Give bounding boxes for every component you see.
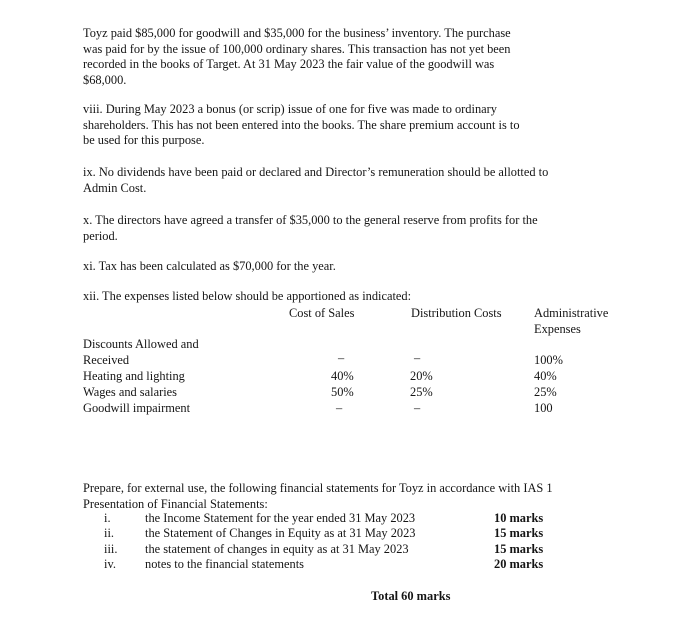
- task-text: the Income Statement for the year ended 31 May 2023: [145, 511, 416, 525]
- row-label: Discounts Allowed and: [83, 337, 199, 351]
- cell-cost-of-sales: –: [336, 401, 343, 415]
- cell-admin: 100%: [534, 353, 563, 367]
- row-label: Received: [83, 353, 130, 367]
- row-label: Goodwill impairment: [83, 401, 191, 415]
- prepare-line: Presentation of Financial Statements:: [83, 496, 268, 511]
- task-text: the statement of changes in equity as at 31 May 2023: [145, 542, 409, 556]
- header-cost-of-sales: Cost of Sales: [289, 306, 355, 320]
- cell-cost-of-sales: 50%: [331, 385, 354, 399]
- task-marks: 15 marks: [494, 526, 544, 540]
- item-x-line: x. The directors have agreed a transfer of $35,000 to the general reserve from profits for the: [83, 213, 538, 227]
- task-number: i.: [104, 511, 111, 525]
- task-marks: 10 marks: [494, 511, 544, 525]
- cell-admin: 40%: [534, 369, 557, 383]
- item-xii-text: xii. The expenses listed below should be apportioned as indicated:: [83, 289, 412, 303]
- intro-line: $68,000.: [83, 72, 127, 87]
- item-viii-line: be used for this purpose.: [83, 133, 205, 148]
- task-number: iv.: [104, 557, 116, 571]
- cell-admin: 100: [534, 401, 553, 415]
- prepare-paragraph: [83, 481, 623, 512]
- row-label: Heating and lighting: [83, 369, 185, 383]
- header-distribution-costs: Distribution Costs: [411, 306, 502, 320]
- item-x-line: period.: [83, 228, 118, 243]
- intro-line: recorded in the books of Target. At 31 May 2023 the fair value of the goodwill was: [83, 57, 495, 72]
- task-text: notes to the financial statements: [145, 557, 304, 571]
- intro-paragraph: [83, 26, 623, 88]
- cell-cost-of-sales: 40%: [331, 369, 354, 383]
- task-number: ii.: [104, 526, 114, 540]
- task-text: the Statement of Changes in Equity as at 31 May 2023: [145, 526, 416, 540]
- task-marks: 15 marks: [494, 542, 544, 556]
- cell-distribution: 25%: [410, 385, 433, 399]
- item-x-paragraph: [83, 213, 623, 244]
- item-viii-line: viii. During May 2023 a bonus (or scrip) issue of one for five was made to ordinary: [83, 102, 497, 116]
- cell-distribution: –: [414, 351, 421, 365]
- cell-admin: 25%: [534, 385, 557, 399]
- cell-distribution: 20%: [410, 369, 433, 383]
- header-administrative: Administrative: [534, 306, 609, 320]
- total-marks: Total 60 marks: [371, 589, 451, 603]
- intro-line: Toyz paid $85,000 for goodwill and $35,000 for the business’ inventory. The purchase: [83, 26, 511, 40]
- item-xi-text: xi. Tax has been calculated as $70,000 for the year.: [83, 259, 336, 273]
- item-viii-line: shareholders. This has not been entered into the books. The share premium account is to: [83, 117, 520, 132]
- cell-cost-of-sales: –: [338, 351, 345, 365]
- cell-distribution: –: [414, 401, 421, 415]
- row-label: Wages and salaries: [83, 385, 177, 399]
- item-viii-paragraph: [83, 102, 623, 149]
- header-expenses: Expenses: [534, 322, 581, 336]
- prepare-line: Prepare, for external use, the following financial statements for Toyz in accordance with IAS 1: [83, 481, 553, 495]
- task-number: iii.: [104, 542, 118, 556]
- intro-line: was paid for by the issue of 100,000 ordinary shares. This transaction has not yet been: [83, 41, 511, 56]
- item-ix-paragraph: [83, 165, 623, 196]
- task-marks: 20 marks: [494, 557, 544, 571]
- item-ix-line: Admin Cost.: [83, 180, 147, 195]
- item-ix-line: ix. No dividends have been paid or declared and Director’s remuneration should be allotted to: [83, 165, 549, 179]
